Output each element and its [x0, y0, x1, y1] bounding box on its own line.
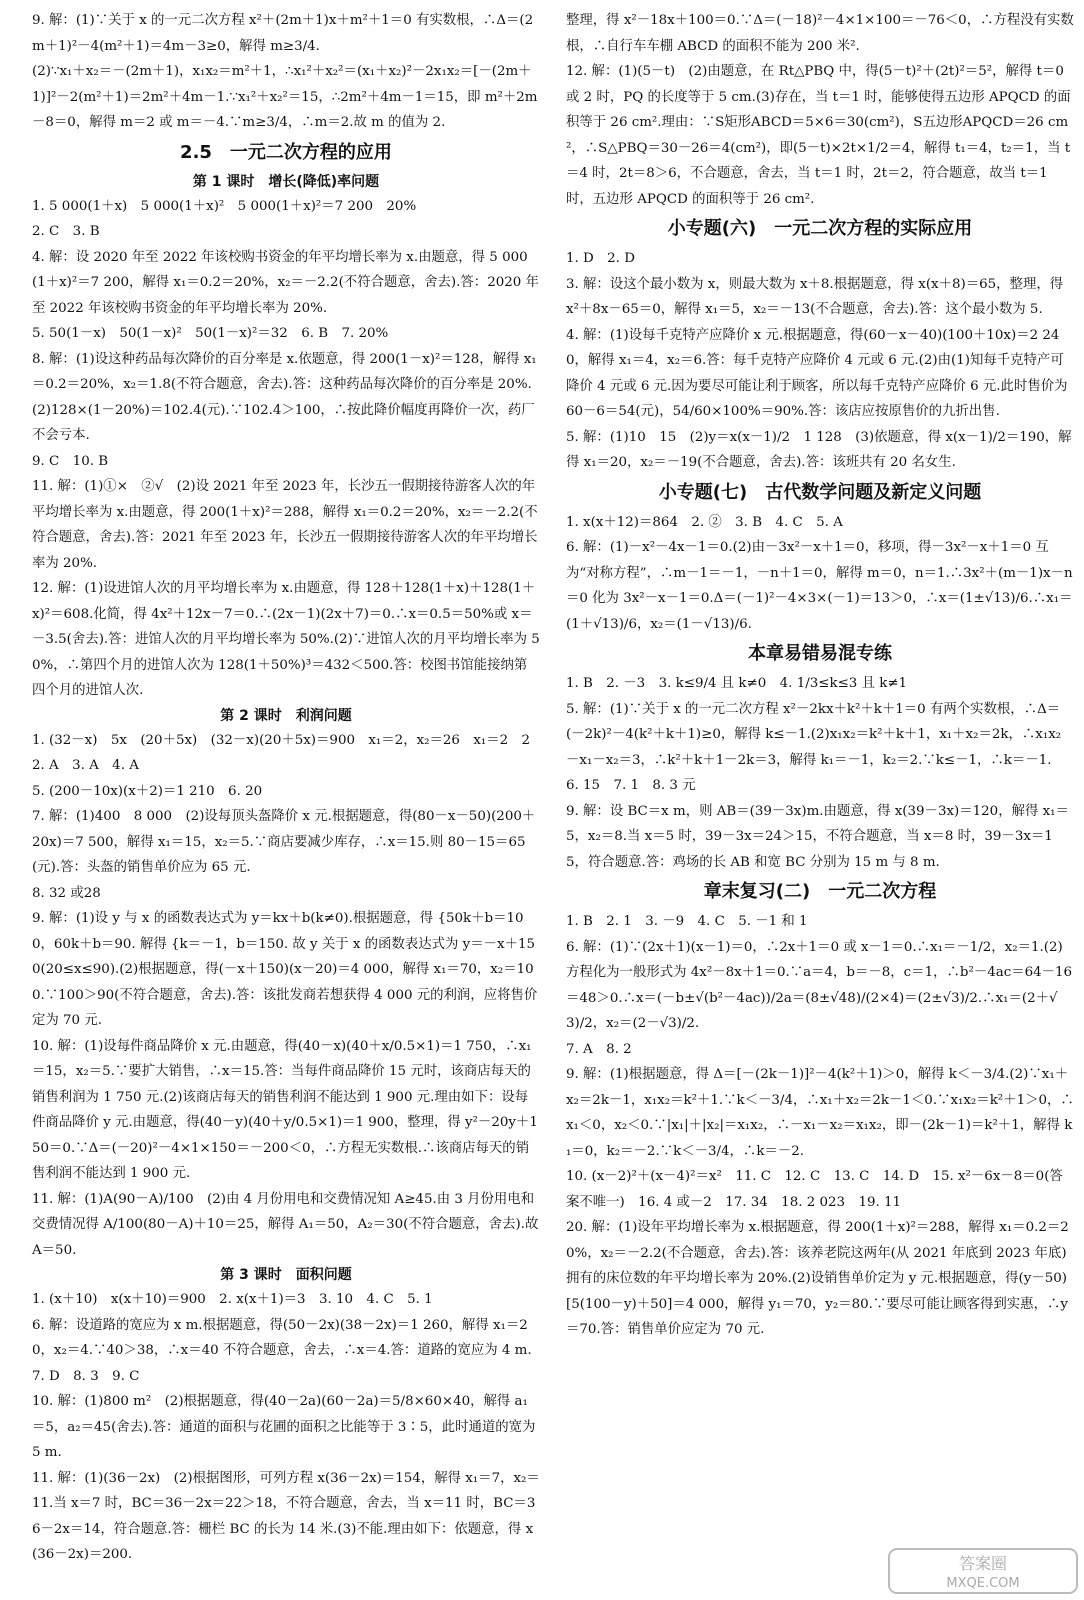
answer-paragraph: 5. 解：(1)∵关于 x 的一元二次方程 x²－2kx＋k²＋k＋1＝0 有两个实数根，∴Δ＝(－2k)²－4(k²＋k＋1)≥0，解得 k≤－1.(2)x₁x₂＝k²＋k＋1，x₁＋x₂＝2k，∴x₁x₂－x₁－x₂＝3，∴k²＋k＋1－2k＝3，解得 k₁＝－1，k₂＝2.∵k≤－1，∴k＝－1.	[566, 701, 1062, 768]
answer-paragraph: 1. 5 000(1＋x) 5 000(1＋x)² 5 000(1＋x)²＝7 200 20%	[32, 198, 417, 214]
answer-paragraph: 3. 解：设这个最小数为 x，则最大数为 x＋8.根据题意，得 x(x＋8)＝65，整理，得 x²＋8x－65＝0，解得 x₁＝5，x₂＝－13(不合题意，舍去).答：这个最小数为 5.	[566, 276, 1068, 317]
answer-paragraph: 8. 32 或28	[32, 885, 101, 901]
answer-paragraph: 10. (x－2)²＋(x－4)²＝x² 11. C 12. C 13. C 14. D 15. x²－6x－8＝0(答案不唯一) 16. 4 或－2 17. 34 18. 2 023 19. 11	[566, 1169, 1063, 1210]
answer-paragraph: 6. 15 7. 1 8. 3 元	[566, 778, 696, 793]
watermark-line1: 答案圈	[958, 1554, 1008, 1573]
answer-paragraph: 10. 解：(1)800 m² (2)根据题意，得(40－2a)(60－2a)＝5/8×60×40，解得 a₁＝5，a₂＝45(舍去).答：通道的面积与花圃的面积之比能等于 3∶5，此时通道的宽为 5 m.	[32, 1394, 540, 1460]
answer-paragraph: 11. 解：(1)(36－2x) (2)根据图形，可列方程 x(36－2x)＝154，解得 x₁＝7，x₂＝11.当 x＝7 时，BC＝36－2x＝22＞18，不符合题意，舍去，当 x＝11 时，BC＝36－2x＝14，符合题意.答：栅栏 BC 的长为 14 米.(3)不能.理由如下：依题意，得 x(36－2x)＝200.	[32, 1470, 540, 1562]
answer-paragraph: 4. 解：(1)设每千克特产应降价 x 元.根据题意，得(60－x－40)(100＋10x)＝2 240，解得 x₁＝4，x₂＝6.答：每千克特产应降价 4 元或 6 元.(2)由(1)知每千克特产可降价 4 元或 6 元.因为要尽可能让利于顾客，所以每千克特产应降价 6 元.此时售价为 60－6＝54(元)，54/60×100%＝90%.答：该店应按原售价的九折出售.	[566, 327, 1072, 419]
answer-paragraph: 整理，得 x²－18x＋100＝0.∵Δ＝(－18)²－4×1×100＝－76＜0，∴方程没有实数根，∴自行车车棚 ABCD 的面积不能为 200 米².	[566, 13, 1074, 54]
answer-paragraph: 12. 解：(1)(5－t) (2)由题意，在 Rt△PBQ 中，得(5－t)²＋(2t)²＝5²，解得 t＝0 或 2 时，PQ 的长度等于 5 cm.(3)存在，当 t＝1 时，能够使得五边形 APQCD 的面积等于 26 cm².理由：∵S矩形ABCD＝5×6＝30(cm²)，S五边形APQCD＝26 cm²，∴S△PBQ＝30－26＝4(cm²)，即(5－t)×2t×1/2＝4，解得 t₁＝4，t₂＝1，当 t＝4 时，2t＝8＞6，不合题意，舍去，当 t＝1 时，2t＝2，符合题意，故当 t＝1 时，五边形 APQCD 的面积等于 26 cm².	[566, 64, 1071, 207]
answer-paragraph: 1. (x＋10) x(x＋10)＝900 2. x(x＋1)＝3 3. 10 4. C 5. 1	[32, 1292, 433, 1307]
answer-paragraph: 5. 50(1－x) 50(1－x)² 50(1－x)²＝32 6. B 7. 20%	[32, 326, 389, 341]
section-heading: 2.5 一元二次方程的应用	[180, 141, 392, 163]
section-heading: 章末复习(二) 一元二次方程	[703, 881, 937, 902]
answer-paragraph: 2. C 3. B	[32, 224, 100, 239]
answer-paragraph: 5. (200－10x)(x＋2)＝1 210 6. 20	[32, 783, 263, 799]
answer-paragraph: 6. 解：(1)－x²－4x－1＝0.(2)由－3x²－x＋1＝0，移项，得－3x²－x＋1＝0 互为“对称方程”，∴m－1＝－1，－n＋1＝0，解得 m＝0，n＝1.∴3x²＋(m－1)x－n＝0 化为 3x²－x－1＝0.Δ＝(－1)²－4×3×(－1)＝13＞0，∴x＝(1±√13)/6.∴x₁＝(1＋√13)/6，x₂＝(1－√13)/6.	[566, 540, 1073, 632]
answer-paragraph: 7. 解：(1)400 8 000 (2)设每顶头盔降价 x 元.根据题意，得(80－x－50)(200＋20x)＝7 500，解得 x₁＝15，x₂＝5.∵商店要减少库存，∴x＝15.则 80－15＝65(元).答：头盔的销售单价应为 65 元.	[32, 809, 536, 875]
answer-paragraph: 6. 解：(1)∵(2x＋1)(x－1)＝0，∴2x＋1＝0 或 x－1＝0.∴x₁＝－1/2，x₂＝1.(2)方程化为一般形式为 4x²－8x＋1＝0.∵a＝4，b＝－8，c＝1，∴b²－4ac＝64－16＝48＞0.∴x＝(－b±√(b²－4ac))/2a＝(8±√48)/(2×4)＝(2±√3)/2.∴x₁＝(2＋√3)/2，x₂＝(2－√3)/2.	[566, 939, 1073, 1031]
watermark-line2: MXQE.COM	[946, 1576, 1020, 1591]
watermark-logo	[888, 1548, 1078, 1594]
answer-paragraph: 11. 解：(1)A(90－A)/100 (2)由 4 月份用电和交费情况知 A≥45.由 3 月份用电和交费情况得 A/100(80－A)＋10＝25，解得 A₁＝50，A₂＝30(不符合题意，舍去).故 A＝50.	[32, 1191, 543, 1258]
answer-paragraph: 1. (32－x) 5x (20＋5x) (32－x)(20＋5x)＝900 x₁＝2，x₂＝26 x₁＝2 2 2. A 3. A 4. A	[32, 732, 544, 773]
answer-paragraph: 11. 解：(1)①× ②√ (2)设 2021 年至 2023 年，长沙五一假期接待游客人次的年平均增长率为 x.由题意，得 200(1＋x)²＝288，解得 x₁＝0.2＝20%，x₂＝－2.2(不符合题意，舍去).答：2021 年至 2023 年，长沙五一假期接待游客人次的年平均增长率为 20%.	[32, 479, 538, 571]
answer-paragraph: 1. B 2. 1 3. －9 4. C 5. －1 和 1	[566, 914, 808, 929]
answer-paragraph: 9. 解：(1)设 y 与 x 的函数表达式为 y＝kx＋b(k≠0).根据题意，得 {50k＋b＝100，60k＋b＝90. 解得 {k＝－1，b＝150. 故 y 关于 x 的函数表达式为 y＝－x＋150(20≤x≤90).(2)根据题意，得(－x＋150)(x－20)＝4 000，解得 x₁＝70，x₂＝100.∵100＞90(不符合题意，舍去).答：该批发商若想获得 4 000 元的利润，应将售价定为 70 元.	[32, 911, 538, 1028]
answer-paragraph: 5. 解：(1)10 15 (2)y＝x(x－1)/2 1 128 (3)依题意，得 x(x－1)/2＝190，解得 x₁＝20，x₂＝－19(不合题意，舍去).答：该班共有 20 名女生.	[566, 429, 1072, 470]
answer-paragraph: 6. 解：设道路的宽应为 x m.根据题意，得(50－2x)(38－2x)＝1 260，解得 x₁＝20，x₂＝4.∵40＞38，∴x＝40 不符合题意，舍去，∴x＝4.答：道路的宽应为 4 m.	[32, 1317, 532, 1358]
section-heading: 小专题(六) 一元二次方程的实际应用	[667, 218, 973, 239]
answer-paragraph: 7. D 8. 3 9. C	[32, 1368, 140, 1384]
answer-paragraph: 20. 解：(1)设年平均增长率为 x.根据题意，得 200(1＋x)²＝288，解得 x₁＝0.2＝20%，x₂＝－2.2(不合题意，舍去).答：该养老院这两年(从 2021 年底到 2023 年底)拥有的床位数的年平均增长率为 20%.(2)设销售单价定为 y 元.根据题意，得(y－50)[5(100－y)＋50]＝4 000，解得 y₁＝70，y₂＝80.∵要尽可能让顾客得到实惠，∴y＝70.答：销售单价应定为 70 元.	[566, 1220, 1069, 1337]
section-heading: 小专题(七) 古代数学问题及新定义问题	[658, 481, 982, 503]
right-column	[566, 8, 1074, 1343]
answer-paragraph: 10. 解：(1)设每件商品降价 x 元.由题意，得(40－x)(40＋x/0.5×1)＝1 750，∴x₁＝15，x₂＝5.∵要扩大销售，∴x＝15.答：当每件商品降价 15 元时，该商店每天的销售利润为 1 750 元.(2)该商店每天的销售利润不能达到 1 900 元.理由如下：设每件商品降价 y 元.由题意，得(40－y)(40＋y/0.5×1)＝1 900，整理，得 y²－20y＋150＝0.∵Δ＝(－20)²－4×1×150＝－200＜0，∴方程无实数根.∴该商店每天的销售利润不能达到 1 900 元.	[32, 1038, 538, 1181]
lesson-heading: 第 1 课时 增长(降低)率问题	[192, 173, 380, 190]
answer-paragraph: 7. A 8. 2	[566, 1041, 632, 1057]
answer-paragraph: 1. x(x＋12)＝864 2. ② 3. B 4. C 5. A	[566, 514, 843, 530]
answer-paragraph: 1. D 2. D	[566, 251, 635, 266]
answer-paragraph: (2)∵x₁＋x₂＝－(2m＋1)，x₁x₂＝m²＋1，∴x₁²＋x₂²＝(x₁＋x₂)²－2x₁x₂＝[－(2m＋1)]²－2(m²＋1)＝2m²＋4m－1.∵x₁²＋x₂²＝15，∴2m²＋4m－1＝15，即 m²＋2m－8＝0，解得 m＝2 或 m＝－4.∵m≥3/4，∴m＝2.故 m 的值为 2.	[32, 64, 538, 130]
answer-paragraph: 9. 解：(1)∵关于 x 的一元二次方程 x²＋(2m＋1)x＋m²＋1＝0 有实数根，∴Δ＝(2m＋1)²－4(m²＋1)＝4m－3≥0，解得 m≥3/4.	[32, 13, 534, 54]
answer-paragraph: 9. 解：(1)根据题意，得 Δ＝[－(2k－1)]²－4(k²＋1)＞0，解得 k＜－3/4.(2)∵x₁＋x₂＝2k－1，x₁x₂＝k²＋1.∵k＜－3/4，∴x₁＋x₂＝2k－1＜0.∵x₁x₂＝k²＋1＞0，∴x₁＜0，x₂＜0.∵|x₁|＋|x₂|＝x₁x₂，∴－x₁－x₂＝x₁x₂，即－(2k－1)＝k²＋1，解得 k₁＝0，k₂＝－2.∵k＜－3/4，∴k＝－2.	[566, 1067, 1074, 1159]
answer-paragraph: 8. 解：(1)设这种药品每次降价的百分率是 x.依题意，得 200(1－x)²＝128，解得 x₁＝0.2＝20%，x₂＝1.8(不符合题意，舍去).答：这种药品每次降价的百分率是 20%.(2)128×(1－20%)＝102.4(元).∵102.4＞100，∴按此降价幅度再降价一次，药厂不会亏本.	[32, 351, 537, 443]
answer-paragraph: 1. B 2. －3 3. k≤9/4 且 k≠0 4. 1/3≤k≤3 且 k≠1	[566, 676, 908, 691]
answer-paragraph: 12. 解：(1)设进馆人次的月平均增长率为 x.由题意，得 128＋128(1＋x)＋128(1＋x)²＝608.化简，得 4x²＋12x－7＝0.∴(2x－1)(2x＋7)＝0.∴x＝0.5＝50%或 x＝－3.5(舍去).答：进馆人次的月平均增长率为 50%.(2)∵进馆人次的月平均增长率为 50%，∴第四个月的进馆人次为 128(1＋50%)³＝432＜500.答：校图书馆能接纳第四个月的进馆人次.	[32, 581, 540, 698]
answer-paragraph: 4. 解：设 2020 年至 2022 年该校购书资金的年平均增长率为 x.由题意，得 5 000(1＋x)²＝7 200，解得 x₁＝0.2＝20%，x₂＝－2.2(不符合题意，舍去).答：2020 年至 2022 年该校购书资金的年平均增长率为 20%.	[32, 249, 539, 316]
lesson-heading: 第 2 课时 利润问题	[220, 707, 352, 724]
left-column	[32, 8, 544, 1568]
section-heading: 本章易错易混专练	[748, 643, 892, 664]
answer-paragraph: 9. 解：设 BC＝x m，则 AB＝(39－3x)m.由题意，得 x(39－3x)＝120，解得 x₁＝5，x₂＝8.当 x＝5 时，39－3x＝24＞15，不符合题意，当 x＝8 时，39－3x＝15，符合题意.答：鸡场的长 AB 和宽 BC 分别为 15 m 与 8 m.	[566, 803, 1069, 870]
lesson-heading: 第 3 课时 面积问题	[220, 1267, 352, 1283]
answer-paragraph: 9. C 10. B	[32, 453, 109, 469]
